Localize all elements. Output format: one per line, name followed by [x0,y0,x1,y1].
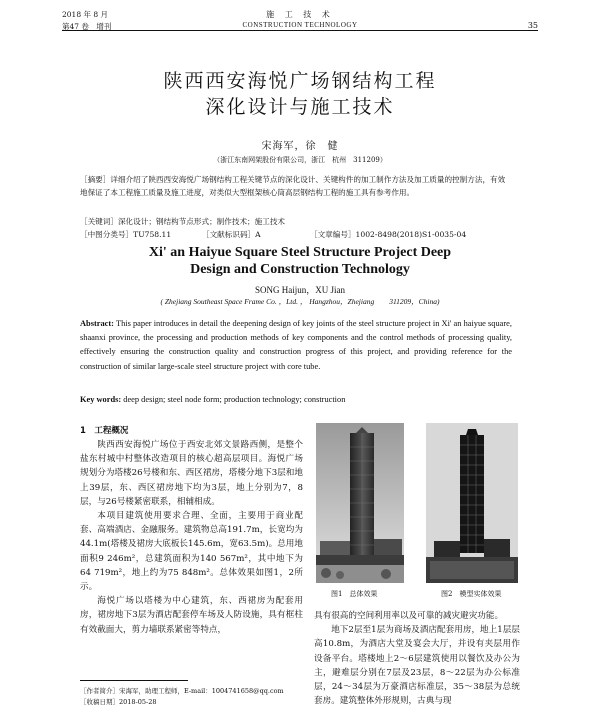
title-cn-line-2: 深化设计与施工技术 [205,96,395,118]
abstract-en-label: Abstract: [80,319,114,328]
body-right-column [314,609,520,708]
title-cn-line-1: 陕西西安海悦广场钢结构工程 [163,70,437,92]
figure-2-model-photo [426,423,518,583]
title-en-line-1: Xi' an Haiyue Square Steel Structure Project Deep [148,245,452,260]
footnote-received: ［收稿日期］2018-05-28 [80,698,157,706]
section-heading: 1 工程概况 [80,426,129,436]
issue-date: 2018 年 8 月 [62,10,109,19]
keywords-en-label: Key words: [80,395,122,404]
body-paragraph: 陕西西安海悦广场位于西安北郊文景路西侧，是整个盐东村城中村整体改造项目的核心超高层项目。海悦广场规划分为塔楼26号楼和东、西区裙房，塔楼分地下3层和地上39层，东、西区裙房地下均为3层，地上分别为7，8层，与26号楼紧密联系，相辅相成。 [80,440,303,507]
footnote-author: ［作者简介］宋海军，助理工程师，E-mail：1004741658@qq.com [80,687,284,695]
issue-volume: 第47 卷 增刊 [62,22,112,31]
journal-name-cn: 施 工 技 术 [266,10,334,19]
body-paragraph: 地下2层至1层为商场及酒店配套用房，地上1层层高10.8m，为酒店大堂及宴会大厅，并设有夹层用作设备平台。塔楼地上2～6层建筑使用以餐饮及办公为主，避难层分别在7层及23层，8～22层为办公标准层，24～34层为万豪酒店标准层，35～38层为总统套房。建筑整体外形规则，古典与现 [314,625,520,707]
figure-2-caption: 图2 模型实体效果 [441,590,502,598]
footnote-rule [80,680,188,681]
clc-number: ［中图分类号］TU758.11 [80,230,172,239]
body-paragraph: 海悦广场以塔楼为中心建筑，东、西裙房为配套用房，裙房地下3层为酒店配套停车场及人防设施，具有框柱有效截面大，剪力墙联系紧密等特点， [80,596,303,635]
title-en-line-2: Design and Construction Technology [190,262,410,277]
journal-name-en: CONSTRUCTION TECHNOLOGY [242,21,358,29]
authors-cn: 宋海军，徐 健 [261,141,339,152]
document-code: ［文献标识码］A [202,230,261,239]
running-header [62,9,538,35]
body-paragraph: 具有很高的空间利用率以及可靠的减灾避灾功能。 [314,611,504,621]
figure-1-caption: 图1 总体效果 [331,590,378,598]
article-number: ［文章编号］1002-8498(2018)S1-0035-04 [310,230,467,239]
keywords-en [80,395,512,404]
page-number: 35 [527,21,538,30]
affiliation-en: ( Zhejiang Southeast Space Frame Co. ，Ltd. ， Hangzhou，Zhejiang 311209，China) [160,297,440,306]
abstract-cn: ［摘要］详细介绍了陕西西安海悦广场钢结构工程关键节点的深化设计、关键构件的加工制作方法及加工质量的控制方法，有效地保证了本工程施工质量及施工进度，对类似大型框架核心筒高层钢结构工程的施工具有参考作用。 [80,175,506,197]
abstract-en [80,317,512,374]
keywords-en-text: deep design; steel node form; production technology; construction [121,395,346,404]
authors-en: SONG Haijun，XU Jian [255,285,345,295]
abstract-en-text: This paper introduces in detail the deepening design of key joints of the steel structure project in Xi' an haiyue square, shaanxi province, the processing and production methods of key components and the control methods of processing quality, effectively ensuring the construction quality and construction progress of this project, and providing reference for the construction of similar large-scale steel structure project with core tube. [80,319,512,371]
header-rule [62,30,538,31]
body-left-column [80,438,303,637]
figure-1-tower-render [316,423,404,583]
keywords-cn: ［关键词］深化设计；钢结构节点形式；制作技术；施工技术 [80,217,286,226]
body-paragraph: 本项目建筑使用要求合理、全面，主要用于商业配套、高端酒店、金融服务。建筑物总高191.7m，长宽均为44.1m(塔楼及裙房大底板长145.6m，宽63.5m)。总用地面积9 246m²，总建筑面积为140 567m²，其中地下为64 719m²，地上约为75 848m²。总体效果如图1，2所示。 [80,511,303,593]
affiliation-cn: （浙江东南网架股份有限公司，浙江 杭州 311209） [213,156,387,164]
